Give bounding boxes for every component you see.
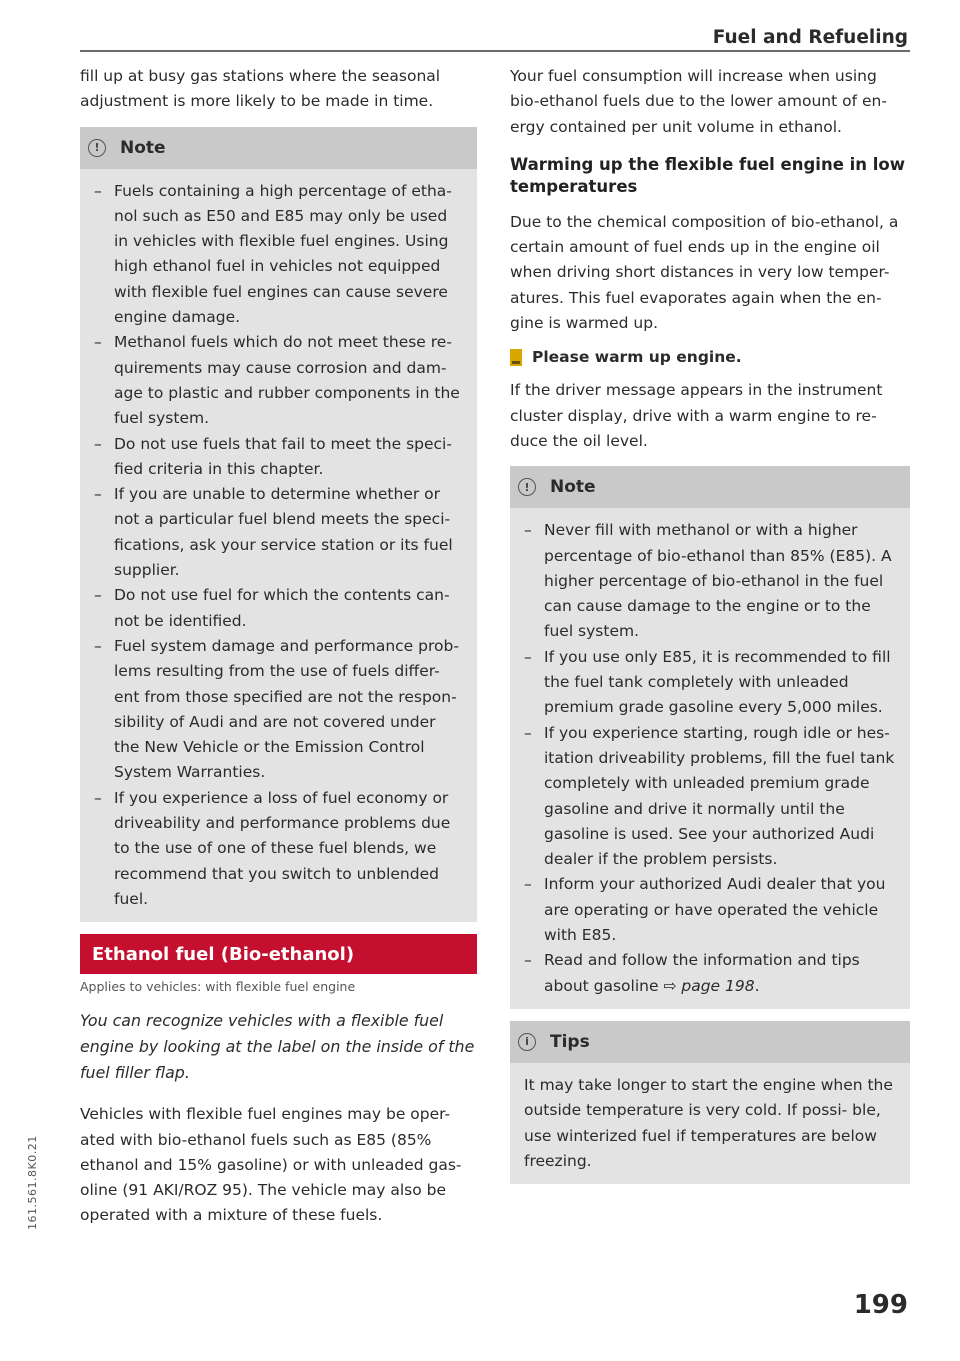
document-code: 161.561.8K0.21 bbox=[26, 1135, 39, 1230]
applies-to: Applies to vehicles: with flexible fuel engine bbox=[80, 979, 356, 995]
note-item: – Inform your authorized Audi dealer that you are operating or have operated the vehicle with E85. bbox=[524, 872, 896, 948]
note-label: Note bbox=[120, 137, 166, 158]
left-column bbox=[80, 64, 477, 1241]
tips-box bbox=[510, 1021, 910, 1184]
page-number: 199 bbox=[853, 1290, 908, 1320]
tips-label: Tips bbox=[550, 1031, 590, 1052]
info-icon: i bbox=[518, 1033, 536, 1051]
intro-paragraph: fill up at busy gas stations where the seasonal adjustment is more likely to be made in time. bbox=[80, 67, 441, 111]
tips-text: It may take longer to start the engine when the outside temperature is very cold. If possi- ble, use winterized fuel if temperatures are below freezing. bbox=[524, 1075, 893, 1170]
oil-level-warning-icon bbox=[510, 349, 522, 366]
note-item: – Do not use fuels that fail to meet the speci- fied criteria in this chapter. bbox=[94, 432, 463, 483]
note-body bbox=[510, 508, 910, 1009]
note-item: – If you experience a loss of fuel economy or driveability and performance problems due to the use of one of these fuel blends, we recommend that you switch to unblended fuel. bbox=[94, 786, 463, 912]
note-header bbox=[510, 466, 910, 508]
page-reference-link[interactable]: ⇨ page 198 bbox=[663, 976, 755, 995]
note-item: – Never fill with methanol or with a higher percentage of bio-ethanol than 85% (E85). A higher percentage of bio-ethanol in the fuel can cause damage to the engine or to the fuel system. bbox=[524, 518, 896, 644]
header-rule bbox=[80, 50, 910, 52]
note-item: – Fuel system damage and performance prob- lems resulting from the use of fuels differ- ent from those specified are not the respon- sibility of Audi and are not covered under the New Vehicle or the Emission Control System Warranties. bbox=[94, 634, 463, 786]
composition-paragraph: Due to the chemical composition of bio-ethanol, a certain amount of fuel ends up in the engine oil when driving short distances in very low temper- atures. This fuel evaporates again when the en- gine is warmed up. bbox=[510, 212, 899, 333]
tips-body bbox=[510, 1063, 910, 1184]
note-label: Note bbox=[550, 477, 596, 498]
chapter-title: Fuel and Refueling bbox=[712, 27, 908, 48]
note-item: – If you are unable to determine whether or not a particular fuel blend meets the speci- fications, ask your service station or its fuel supplier. bbox=[94, 482, 463, 583]
driver-message-paragraph: If the driver message appears in the instrument cluster display, drive with a warm engine to re- duce the oil level. bbox=[510, 381, 883, 450]
driver-message bbox=[510, 348, 910, 366]
note-item: – Do not use fuel for which the contents can- not be identified. bbox=[94, 583, 463, 634]
consumption-paragraph: Your fuel consumption will increase when using bio-ethanol fuels due to the lower amount of en- ergy contained per unit volume in ethanol. bbox=[510, 67, 887, 136]
exclamation-icon: ! bbox=[88, 139, 106, 157]
body-paragraph: Vehicles with flexible fuel engines may be oper- ated with bio-ethanol fuels such as E85 (85% ethanol and 15% gasoline) or with unleaded gas- oline (91 AKI/ROZ 95). The vehicle may also be operated with a mixture of these fuels. bbox=[80, 1105, 462, 1225]
note-item: – If you experience starting, rough idle or hes- itation driveability problems, fill the fuel tank completely with unleaded premium grade gasoline and drive it normally until the gasoline is used. See your authorized Audi dealer if the problem persists. bbox=[524, 721, 896, 873]
note-item bbox=[524, 948, 896, 999]
note-item-end: . bbox=[754, 976, 760, 995]
note-body bbox=[80, 169, 477, 923]
exclamation-icon: ! bbox=[518, 478, 536, 496]
note-item: – If you use only E85, it is recommended to fill the fuel tank completely with unleaded premium grade gasoline every 5,000 miles. bbox=[524, 645, 896, 721]
tips-header bbox=[510, 1021, 910, 1063]
right-column bbox=[510, 64, 910, 1196]
note-item-text: Read and follow the information and tips about gasoline bbox=[544, 951, 860, 995]
note-item: – Methanol fuels which do not meet these re- quirements may cause corrosion and dam- age to plastic and rubber components in the fuel system. bbox=[94, 330, 463, 431]
subsection-heading: Warming up the flexible fuel engine in low temperatures bbox=[510, 154, 906, 196]
driver-message-text: Please warm up engine. bbox=[532, 348, 742, 367]
note-box bbox=[80, 127, 477, 923]
note-box bbox=[510, 466, 910, 1009]
note-item: – Fuels containing a high percentage of etha- nol such as E50 and E85 may only be used in vehicles with flexible fuel engines. Using high ethanol fuel in vehicles not equipped with flexible fuel engines can cause severe engine damage. bbox=[94, 179, 463, 331]
section-title: Ethanol fuel (Bio-ethanol) bbox=[80, 934, 477, 974]
italic-intro: You can recognize vehicles with a flexible fuel engine by looking at the label on the inside of the fuel filler flap. bbox=[80, 1011, 475, 1083]
note-header bbox=[80, 127, 477, 169]
